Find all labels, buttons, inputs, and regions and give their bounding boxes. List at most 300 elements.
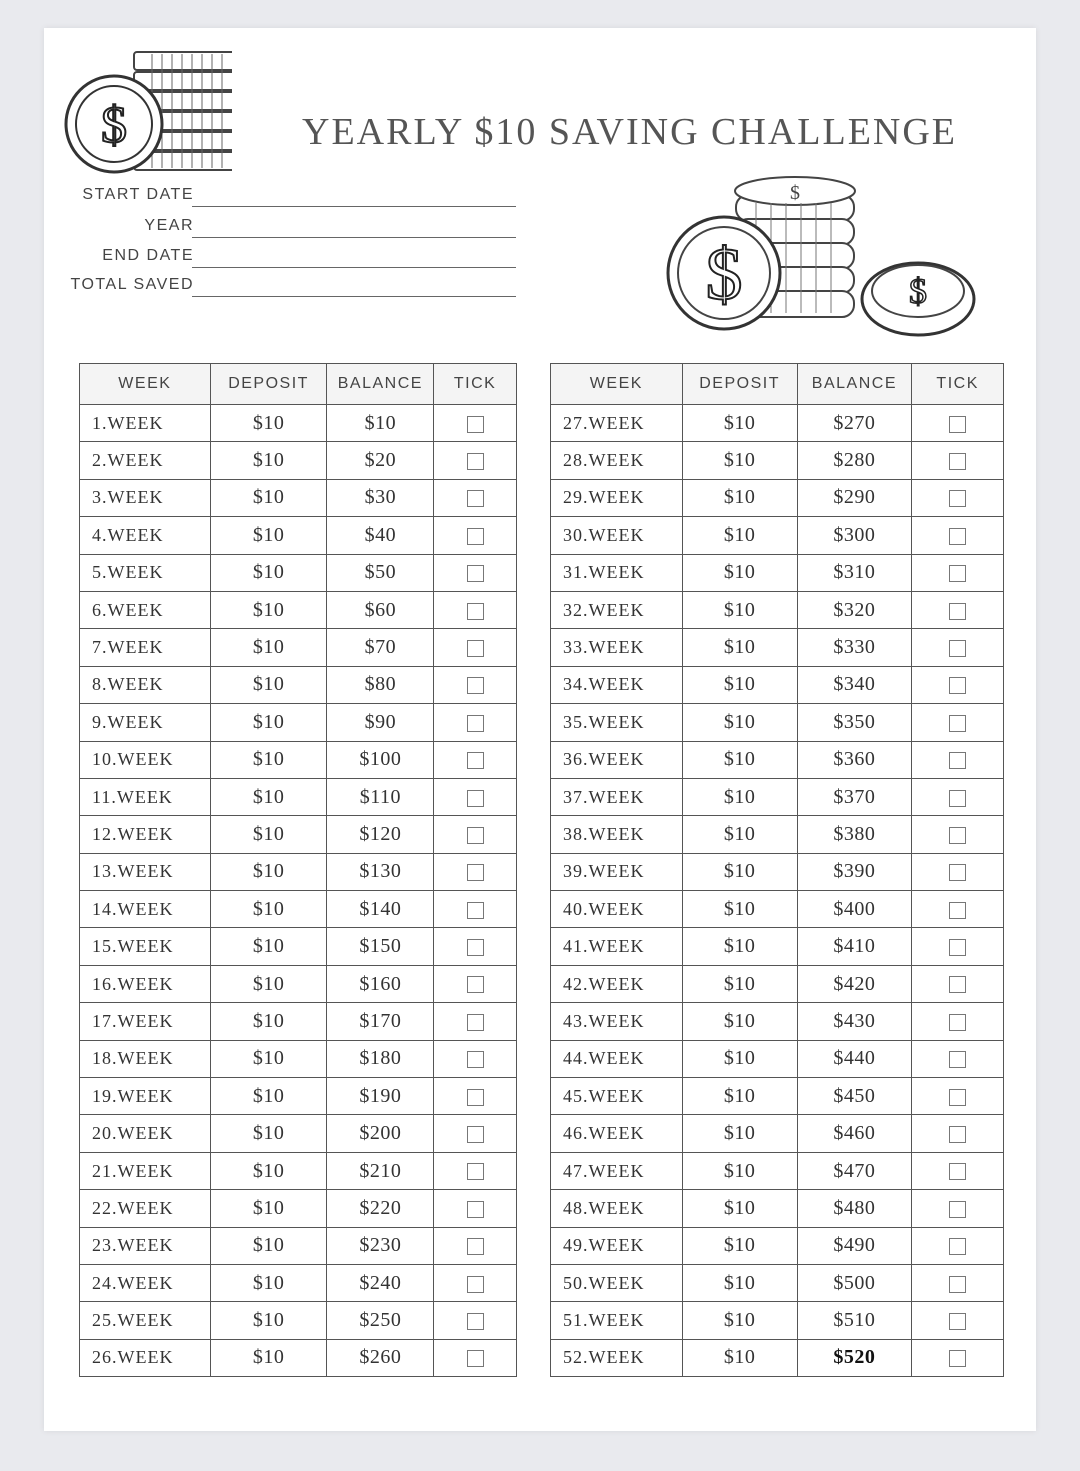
tick-checkbox[interactable] — [949, 1051, 966, 1068]
balance-cell: $440 — [797, 1040, 912, 1077]
table-row — [551, 965, 1004, 1002]
table-row — [80, 405, 517, 442]
week-cell: 44.WEEK — [551, 1040, 683, 1077]
tick-checkbox[interactable] — [467, 1014, 484, 1031]
table-row — [551, 591, 1004, 628]
deposit-header: DEPOSIT — [682, 364, 797, 405]
week-cell: 9.WEEK — [80, 704, 211, 741]
week-cell: 31.WEEK — [551, 554, 683, 591]
balance-cell: $410 — [797, 928, 912, 965]
balance-cell: $380 — [797, 816, 912, 853]
balance-cell: $340 — [797, 666, 912, 703]
week-cell: 49.WEEK — [551, 1227, 683, 1264]
tick-checkbox[interactable] — [467, 1350, 484, 1367]
week-cell: 27.WEEK — [551, 405, 683, 442]
tick-cell — [912, 965, 1004, 1002]
table-row — [80, 1152, 517, 1189]
tick-checkbox[interactable] — [467, 864, 484, 881]
deposit-cell: $10 — [210, 1003, 327, 1040]
week-header: WEEK — [551, 364, 683, 405]
table-row — [551, 928, 1004, 965]
total-saved-field[interactable] — [44, 276, 524, 300]
balance-cell: $90 — [327, 704, 434, 741]
tick-checkbox[interactable] — [467, 677, 484, 694]
weeks-table-left — [79, 363, 517, 1377]
table-row — [80, 1227, 517, 1264]
balance-cell: $80 — [327, 666, 434, 703]
tick-checkbox[interactable] — [949, 1014, 966, 1031]
tick-cell — [434, 1078, 517, 1115]
tick-checkbox[interactable] — [467, 715, 484, 732]
week-cell: 37.WEEK — [551, 778, 683, 815]
deposit-cell: $10 — [210, 1115, 327, 1152]
tick-checkbox[interactable] — [949, 864, 966, 881]
deposit-cell: $10 — [682, 778, 797, 815]
week-cell: 20.WEEK — [80, 1115, 211, 1152]
table-row — [551, 741, 1004, 778]
balance-cell: $370 — [797, 778, 912, 815]
tick-checkbox[interactable] — [949, 528, 966, 545]
tick-cell — [912, 891, 1004, 928]
table-row — [551, 442, 1004, 479]
deposit-cell: $10 — [682, 928, 797, 965]
page-title: YEARLY $10 SAVING CHALLENGE — [302, 111, 958, 153]
tick-checkbox[interactable] — [949, 1350, 966, 1367]
week-cell: 34.WEEK — [551, 666, 683, 703]
balance-cell: $350 — [797, 704, 912, 741]
table-row — [80, 853, 517, 890]
deposit-cell: $10 — [210, 1227, 327, 1264]
table-row — [551, 1227, 1004, 1264]
balance-cell: $290 — [797, 479, 912, 516]
week-cell: 43.WEEK — [551, 1003, 683, 1040]
week-cell: 12.WEEK — [80, 816, 211, 853]
tick-checkbox[interactable] — [949, 677, 966, 694]
balance-cell: $30 — [327, 479, 434, 516]
tick-checkbox[interactable] — [467, 976, 484, 993]
tick-cell — [912, 853, 1004, 890]
deposit-cell: $10 — [682, 1115, 797, 1152]
tick-cell — [434, 1339, 517, 1376]
deposit-cell: $10 — [210, 629, 327, 666]
tick-checkbox[interactable] — [467, 1276, 484, 1293]
table-row — [551, 778, 1004, 815]
weeks-table-right — [550, 363, 1004, 1377]
week-cell: 3.WEEK — [80, 479, 211, 516]
balance-cell: $260 — [327, 1339, 434, 1376]
tick-cell — [912, 1115, 1004, 1152]
deposit-cell: $10 — [682, 891, 797, 928]
balance-cell: $110 — [327, 778, 434, 815]
tick-checkbox[interactable] — [467, 827, 484, 844]
week-header: WEEK — [80, 364, 211, 405]
deposit-cell: $10 — [682, 1264, 797, 1301]
tick-checkbox[interactable] — [467, 1201, 484, 1218]
table-row — [551, 1190, 1004, 1227]
balance-header: BALANCE — [797, 364, 912, 405]
table-row — [80, 928, 517, 965]
tick-checkbox[interactable] — [949, 565, 966, 582]
tick-cell — [912, 666, 1004, 703]
deposit-cell: $10 — [682, 1227, 797, 1264]
table-row — [551, 666, 1004, 703]
balance-cell: $180 — [327, 1040, 434, 1077]
tick-cell — [912, 778, 1004, 815]
tick-cell — [912, 517, 1004, 554]
balance-header: BALANCE — [327, 364, 434, 405]
deposit-cell: $10 — [682, 704, 797, 741]
table-row — [80, 1190, 517, 1227]
table-row — [551, 517, 1004, 554]
deposit-header: DEPOSIT — [210, 364, 327, 405]
tick-cell — [434, 816, 517, 853]
tick-cell — [434, 1152, 517, 1189]
balance-cell: $420 — [797, 965, 912, 1002]
table-row — [80, 1115, 517, 1152]
week-cell: 10.WEEK — [80, 741, 211, 778]
balance-cell: $430 — [797, 1003, 912, 1040]
table-row — [551, 1152, 1004, 1189]
table-row — [551, 1078, 1004, 1115]
balance-cell: $160 — [327, 965, 434, 1002]
tick-cell — [434, 1302, 517, 1339]
tick-checkbox[interactable] — [467, 490, 484, 507]
tick-cell — [434, 1190, 517, 1227]
tick-cell — [434, 1264, 517, 1301]
total-saved-line[interactable] — [192, 296, 516, 297]
deposit-cell: $10 — [682, 442, 797, 479]
svg-text:$: $ — [790, 182, 800, 204]
tick-cell — [434, 442, 517, 479]
balance-cell: $300 — [797, 517, 912, 554]
balance-cell: $150 — [327, 928, 434, 965]
deposit-cell: $10 — [682, 1302, 797, 1339]
week-cell: 50.WEEK — [551, 1264, 683, 1301]
tick-checkbox[interactable] — [949, 1126, 966, 1143]
tick-cell — [434, 965, 517, 1002]
deposit-cell: $10 — [210, 1339, 327, 1376]
end-date-field[interactable] — [44, 247, 524, 271]
savings-sheet — [44, 28, 1036, 1431]
week-cell: 41.WEEK — [551, 928, 683, 965]
balance-cell: $390 — [797, 853, 912, 890]
tick-cell — [434, 517, 517, 554]
tick-checkbox[interactable] — [949, 416, 966, 433]
table-row — [551, 405, 1004, 442]
table-row — [80, 741, 517, 778]
table-row — [551, 1115, 1004, 1152]
tick-cell — [912, 1190, 1004, 1227]
deposit-cell: $10 — [682, 1003, 797, 1040]
deposit-cell: $10 — [210, 1302, 327, 1339]
end-date-label: END DATE — [102, 247, 194, 264]
tick-checkbox[interactable] — [949, 790, 966, 807]
tick-checkbox[interactable] — [467, 640, 484, 657]
tick-checkbox[interactable] — [949, 640, 966, 657]
deposit-cell: $10 — [210, 1078, 327, 1115]
deposit-cell: $10 — [210, 741, 327, 778]
balance-cell: $240 — [327, 1264, 434, 1301]
tick-cell — [434, 629, 517, 666]
tick-checkbox[interactable] — [949, 752, 966, 769]
balance-cell: $190 — [327, 1078, 434, 1115]
table-row — [551, 704, 1004, 741]
tick-checkbox[interactable] — [949, 715, 966, 732]
week-cell: 30.WEEK — [551, 517, 683, 554]
week-cell: 40.WEEK — [551, 891, 683, 928]
tick-cell — [434, 928, 517, 965]
tick-checkbox[interactable] — [467, 1051, 484, 1068]
deposit-cell: $10 — [210, 1190, 327, 1227]
tick-checkbox[interactable] — [949, 902, 966, 919]
tick-checkbox[interactable] — [949, 939, 966, 956]
balance-cell: $130 — [327, 853, 434, 890]
table-row — [551, 1003, 1004, 1040]
balance-cell: $50 — [327, 554, 434, 591]
tick-checkbox[interactable] — [949, 453, 966, 470]
table-row — [551, 853, 1004, 890]
tick-cell — [912, 1264, 1004, 1301]
balance-cell: $480 — [797, 1190, 912, 1227]
week-cell: 2.WEEK — [80, 442, 211, 479]
week-cell: 11.WEEK — [80, 778, 211, 815]
deposit-cell: $10 — [682, 591, 797, 628]
table-row — [80, 1078, 517, 1115]
week-cell: 5.WEEK — [80, 554, 211, 591]
table-row — [551, 554, 1004, 591]
balance-cell: $400 — [797, 891, 912, 928]
deposit-cell: $10 — [210, 965, 327, 1002]
week-cell: 48.WEEK — [551, 1190, 683, 1227]
balance-cell: $20 — [327, 442, 434, 479]
balance-cell: $360 — [797, 741, 912, 778]
start-date-line[interactable] — [192, 206, 516, 207]
deposit-cell: $10 — [210, 1040, 327, 1077]
table-row — [80, 666, 517, 703]
balance-cell: $140 — [327, 891, 434, 928]
deposit-cell: $10 — [682, 965, 797, 1002]
tick-cell — [912, 1040, 1004, 1077]
deposit-cell: $10 — [210, 816, 327, 853]
tick-checkbox[interactable] — [949, 976, 966, 993]
balance-cell: $10 — [327, 405, 434, 442]
tick-header: TICK — [912, 364, 1004, 405]
table-row — [80, 1040, 517, 1077]
start-date-label: START DATE — [82, 186, 194, 203]
week-cell: 51.WEEK — [551, 1302, 683, 1339]
total-saved-label: TOTAL SAVED — [70, 276, 194, 293]
balance-cell: $470 — [797, 1152, 912, 1189]
tick-cell — [434, 666, 517, 703]
week-cell: 15.WEEK — [80, 928, 211, 965]
deposit-cell: $10 — [682, 853, 797, 890]
tick-cell — [434, 853, 517, 890]
balance-cell: $310 — [797, 554, 912, 591]
tick-checkbox[interactable] — [949, 490, 966, 507]
week-cell: 36.WEEK — [551, 741, 683, 778]
balance-cell: $250 — [327, 1302, 434, 1339]
table-header — [551, 364, 1004, 405]
tick-cell — [434, 1227, 517, 1264]
deposit-cell: $10 — [682, 666, 797, 703]
deposit-cell: $10 — [210, 591, 327, 628]
week-cell: 8.WEEK — [80, 666, 211, 703]
balance-cell: $70 — [327, 629, 434, 666]
tick-checkbox[interactable] — [467, 528, 484, 545]
tick-cell — [434, 891, 517, 928]
tick-checkbox[interactable] — [949, 1276, 966, 1293]
table-row — [551, 816, 1004, 853]
tick-checkbox[interactable] — [949, 1201, 966, 1218]
start-date-field[interactable] — [44, 186, 524, 210]
table-row — [80, 816, 517, 853]
table-row — [551, 1302, 1004, 1339]
table-row — [80, 479, 517, 516]
week-cell: 17.WEEK — [80, 1003, 211, 1040]
tick-checkbox[interactable] — [467, 1238, 484, 1255]
tick-checkbox[interactable] — [467, 603, 484, 620]
balance-cell: $520 — [797, 1339, 912, 1376]
week-cell: 45.WEEK — [551, 1078, 683, 1115]
tick-cell — [912, 1078, 1004, 1115]
week-cell: 19.WEEK — [80, 1078, 211, 1115]
week-cell: 32.WEEK — [551, 591, 683, 628]
table-row — [80, 704, 517, 741]
tick-checkbox[interactable] — [467, 790, 484, 807]
tick-checkbox[interactable] — [467, 752, 484, 769]
tick-checkbox[interactable] — [949, 1238, 966, 1255]
tick-checkbox[interactable] — [467, 1163, 484, 1180]
tick-checkbox[interactable] — [467, 902, 484, 919]
year-field[interactable] — [44, 217, 524, 241]
deposit-cell: $10 — [210, 704, 327, 741]
deposit-cell: $10 — [682, 629, 797, 666]
balance-cell: $280 — [797, 442, 912, 479]
week-cell: 24.WEEK — [80, 1264, 211, 1301]
deposit-cell: $10 — [682, 816, 797, 853]
tick-cell — [912, 1302, 1004, 1339]
table-row — [551, 1264, 1004, 1301]
deposit-cell: $10 — [210, 1152, 327, 1189]
tick-checkbox[interactable] — [467, 453, 484, 470]
deposit-cell: $10 — [682, 1190, 797, 1227]
tick-cell — [434, 591, 517, 628]
tick-checkbox[interactable] — [467, 1126, 484, 1143]
info-fields — [44, 28, 524, 328]
week-cell: 46.WEEK — [551, 1115, 683, 1152]
deposit-cell: $10 — [682, 1078, 797, 1115]
deposit-cell: $10 — [210, 479, 327, 516]
balance-cell: $210 — [327, 1152, 434, 1189]
deposit-cell: $10 — [210, 405, 327, 442]
tick-cell — [434, 405, 517, 442]
tick-cell — [434, 778, 517, 815]
tick-checkbox[interactable] — [949, 1163, 966, 1180]
tick-checkbox[interactable] — [949, 827, 966, 844]
week-cell: 47.WEEK — [551, 1152, 683, 1189]
tick-checkbox[interactable] — [949, 1313, 966, 1330]
deposit-cell: $10 — [682, 479, 797, 516]
deposit-cell: $10 — [682, 741, 797, 778]
week-cell: 14.WEEK — [80, 891, 211, 928]
table-row — [80, 517, 517, 554]
deposit-cell: $10 — [210, 1264, 327, 1301]
week-cell: 33.WEEK — [551, 629, 683, 666]
tick-cell — [912, 591, 1004, 628]
table-header — [80, 364, 517, 405]
balance-cell: $60 — [327, 591, 434, 628]
balance-cell: $100 — [327, 741, 434, 778]
tick-checkbox[interactable] — [949, 603, 966, 620]
week-cell: 28.WEEK — [551, 442, 683, 479]
week-cell: 39.WEEK — [551, 853, 683, 890]
tick-cell — [912, 1003, 1004, 1040]
tick-cell — [434, 704, 517, 741]
tick-checkbox[interactable] — [467, 939, 484, 956]
tick-cell — [912, 1227, 1004, 1264]
tick-cell — [912, 928, 1004, 965]
tick-cell — [434, 1115, 517, 1152]
end-date-line[interactable] — [192, 267, 516, 268]
table-row — [80, 778, 517, 815]
table-row — [551, 891, 1004, 928]
tick-cell — [912, 442, 1004, 479]
balance-cell: $40 — [327, 517, 434, 554]
balance-cell: $450 — [797, 1078, 912, 1115]
deposit-cell: $10 — [682, 405, 797, 442]
deposit-cell: $10 — [210, 778, 327, 815]
table-row — [80, 629, 517, 666]
year-label: YEAR — [144, 217, 194, 234]
balance-cell: $220 — [327, 1190, 434, 1227]
deposit-cell: $10 — [210, 853, 327, 890]
balance-cell: $270 — [797, 405, 912, 442]
deposit-cell: $10 — [210, 928, 327, 965]
week-cell: 38.WEEK — [551, 816, 683, 853]
week-cell: 29.WEEK — [551, 479, 683, 516]
deposit-cell: $10 — [682, 554, 797, 591]
table-row — [80, 1003, 517, 1040]
table-row — [80, 891, 517, 928]
tick-cell — [912, 816, 1004, 853]
tick-cell — [434, 741, 517, 778]
year-line[interactable] — [192, 237, 516, 238]
tick-checkbox[interactable] — [467, 416, 484, 433]
balance-cell: $230 — [327, 1227, 434, 1264]
balance-cell: $500 — [797, 1264, 912, 1301]
tick-cell — [912, 554, 1004, 591]
tick-cell — [912, 1339, 1004, 1376]
table-row — [80, 442, 517, 479]
deposit-cell: $10 — [682, 1339, 797, 1376]
tick-checkbox[interactable] — [467, 1313, 484, 1330]
week-cell: 23.WEEK — [80, 1227, 211, 1264]
tick-cell — [912, 479, 1004, 516]
balance-cell: $460 — [797, 1115, 912, 1152]
week-cell: 25.WEEK — [80, 1302, 211, 1339]
balance-cell: $200 — [327, 1115, 434, 1152]
coin-stack-dollar-icon — [666, 173, 986, 348]
deposit-cell: $10 — [682, 1040, 797, 1077]
tick-checkbox[interactable] — [467, 565, 484, 582]
tick-checkbox[interactable] — [949, 1089, 966, 1106]
svg-text:$: $ — [705, 234, 743, 316]
tick-checkbox[interactable] — [467, 1089, 484, 1106]
table-row — [80, 1339, 517, 1376]
week-cell: 13.WEEK — [80, 853, 211, 890]
table-row — [80, 554, 517, 591]
week-cell: 16.WEEK — [80, 965, 211, 1002]
